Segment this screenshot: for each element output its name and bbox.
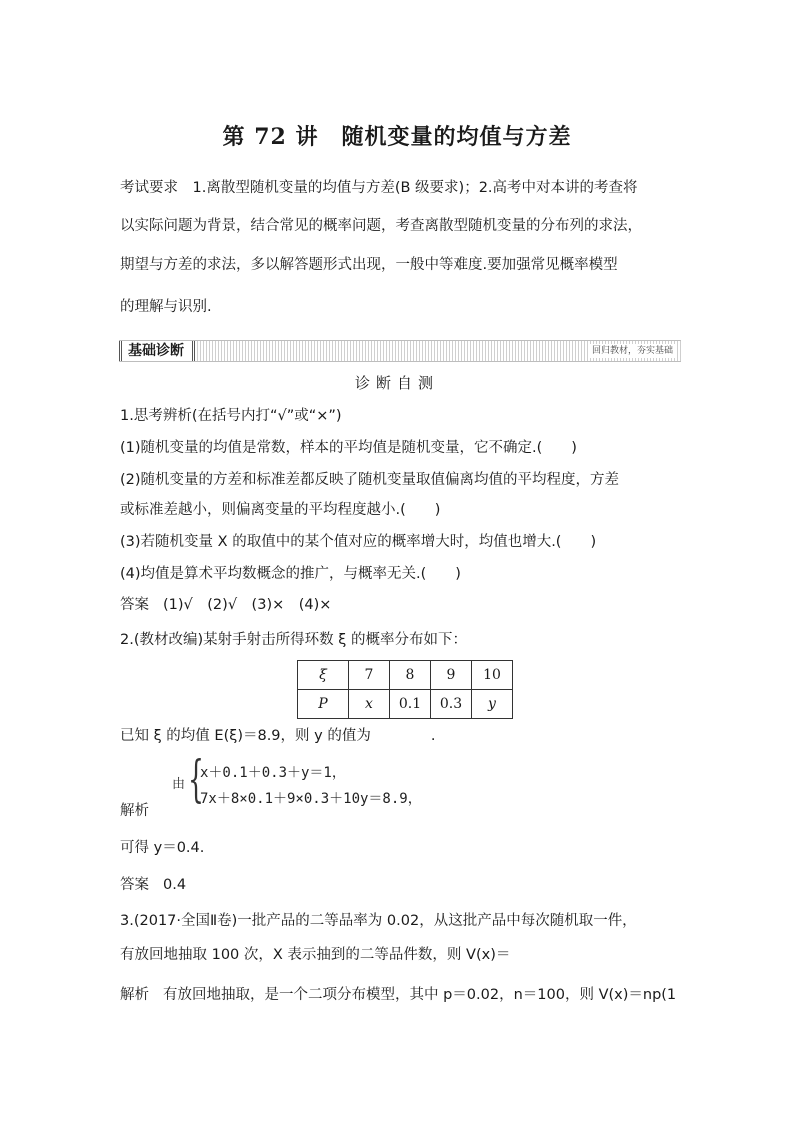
answer-label: 答案 xyxy=(120,877,149,893)
table-cell: x xyxy=(349,690,390,719)
subtitle: 诊断自测 xyxy=(354,374,439,392)
answer-text: (1)√ (2)√ (3)× (4)× xyxy=(163,597,332,613)
table-cell: 9 xyxy=(431,661,472,690)
q1-answer xyxy=(120,593,690,614)
equation-2: 7x＋8×0.1＋9×0.3＋10y＝8.9， xyxy=(200,791,422,807)
requirements-line-1: 考试要求 1.离散型随机变量的均值与方差(B 级要求)；2.高考中对本讲的考查将 xyxy=(120,180,638,196)
q2-result: 可得 y＝0.4. xyxy=(120,840,205,856)
q3-stem-2-text: 有放回地抽取 100 次，X 表示抽到的二等品件数，则 V(x)＝ xyxy=(120,947,511,963)
equation-1: x＋0.1＋0.3＋y＝1， xyxy=(200,765,346,781)
probability-table xyxy=(297,660,513,719)
table-cell: y xyxy=(472,690,513,719)
q2-given-text: 已知 ξ 的均值 E(ξ)＝8.9，则 y 的值为 xyxy=(120,728,371,744)
q3-stem-2 xyxy=(120,943,690,964)
answer-label: 答案 xyxy=(120,597,149,613)
requirements-line-4: 的理解与识别. xyxy=(120,299,212,315)
q2-answer xyxy=(120,873,690,894)
solution-label: 解析 xyxy=(120,987,149,1003)
table-row xyxy=(298,661,513,690)
brace-icon: { xyxy=(188,750,204,808)
q2-solution-label: 解析 xyxy=(120,803,149,819)
q1-stem: 1.思考辨析(在括号内打“√”或“×”) xyxy=(120,408,342,424)
q1-item-4: (4)均值是算术平均数概念的推广，与概率无关.( ) xyxy=(120,566,461,582)
q1-item-2a: (2)随机变量的方差和标准差都反映了随机变量取值偏离均值的平均程度，方差 xyxy=(120,472,620,488)
q1-item-2b: 或标准差越小，则偏离变量的平均程度越小.( ) xyxy=(120,502,441,518)
page-title: 第 72 讲 随机变量的均值与方差 xyxy=(222,124,572,150)
table-cell: 8 xyxy=(390,661,431,690)
q1-item-1: (1)随机变量的均值是常数，样本的平均值是随机变量，它不确定.( ) xyxy=(120,440,577,456)
table-cell: ξ xyxy=(298,661,349,690)
table-row xyxy=(298,690,513,719)
q1-item-3: (3)若随机变量 X 的取值中的某个值对应的概率增大时，均值也增大.( ) xyxy=(120,534,597,550)
requirements-line-3: 期望与方差的求法，多以解答题形式出现，一般中等难度.要加强常见概率模型 xyxy=(120,257,618,273)
q3-solution xyxy=(120,983,690,1004)
table-cell: 0.3 xyxy=(431,690,472,719)
table-cell: 7 xyxy=(349,661,390,690)
table-cell: 0.1 xyxy=(390,690,431,719)
answer-text: 0.4 xyxy=(163,877,187,893)
solution-text: 有放回地抽取，是一个二项分布模型，其中 p＝0.02，n＝100，则 V(x)＝np(1 xyxy=(163,987,677,1003)
q3-stem-1: 3.(2017·全国Ⅱ卷)一批产品的二等品率为 0.02，从这批产品中每次随机取一件， xyxy=(120,913,637,929)
table-cell: 10 xyxy=(472,661,513,690)
section-header xyxy=(119,340,681,362)
q2-given: 已知 ξ 的均值 E(ξ)＝8.9，则 y 的值为 . xyxy=(120,728,436,744)
q2-stem: 2.(教材改编)某射手射击所得环数 ξ 的概率分布如下： xyxy=(120,632,467,648)
section-label: 基础诊断 xyxy=(119,341,195,361)
section-tagline: 回归教材，夯实基础 xyxy=(588,344,677,358)
requirements-line-2: 以实际问题为背景，结合常见的概率问题，考查离散型随机变量的分布列的求法， xyxy=(120,218,642,234)
table-cell: P xyxy=(298,690,349,719)
brace-prefix: 由 xyxy=(172,777,186,792)
